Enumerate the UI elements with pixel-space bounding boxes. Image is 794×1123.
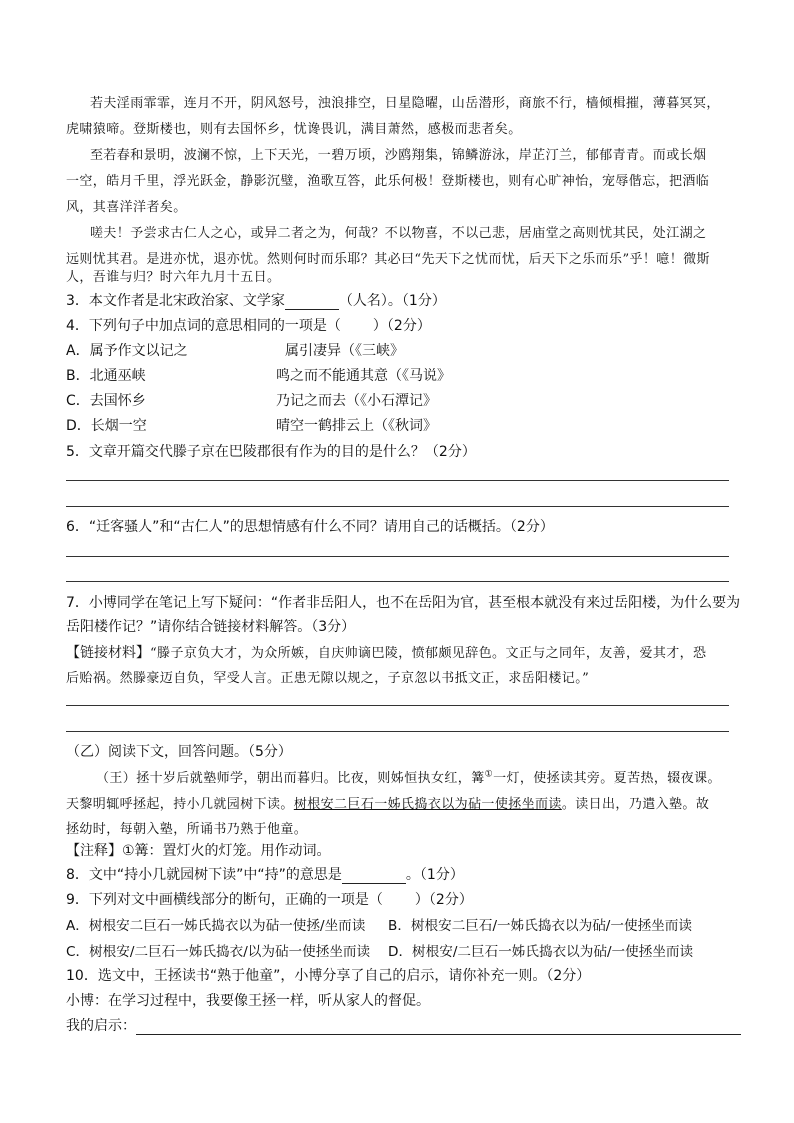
part-b-text-1a: （王）拯十岁后就塾师学，朝出而暮归。比夜，则姊恒执女红，篝 (96, 771, 485, 786)
q3-text: 3．本文作者是北宋政治家、文学家 (66, 293, 285, 309)
link-material-line1 (66, 642, 706, 662)
q8-score: 。（1分） (405, 867, 464, 883)
part-b-text-line1 (96, 767, 721, 786)
footnote-marker: ① (484, 769, 494, 780)
question-7-line2: 岳阳楼作记？”请你结合链接材料解答。（3分） (66, 619, 356, 635)
part-b-heading: （乙）阅读下文，回答问题。（5分） (66, 744, 292, 760)
link-material-text: “滕子京负大才，为众所嫉，自庆帅谪巴陵，愤郁颇见辞色。文正与之同年，友善，爱其才，恐 (150, 646, 707, 661)
part-b-text-1b: 一灯，使拯读其旁。夏苦热，辍夜课。 (493, 771, 721, 786)
q9-option-a: A．树根安二巨石一姊氏捣衣以为砧一使拯/坐而读 (66, 918, 366, 934)
link-material-label: 【链接材料】 (66, 645, 150, 661)
part-b-text-2a: 天黎明辄呼拯起，持小几就园树下读。 (66, 797, 294, 812)
q9-option-c: C．树根安/二巨石一姊氏捣衣/以为砧一使拯坐而读 (66, 944, 371, 960)
q9-option-b: B．树根安二巨石/一姊氏捣衣以为砧/一使拯坐而读 (388, 918, 692, 934)
question-7-line1: 7．小博同学在笔记上写下疑问：“作者非岳阳人，也不在岳阳为官，甚至根本就没有来过岳阳楼，为什么要为 (66, 595, 741, 611)
q4-option-b: B．北通巫峡 (66, 368, 146, 384)
question-6: 6．“迁客骚人”和“古仁人”的思想情感有什么不同？请用自己的话概括。（2分） (66, 519, 554, 535)
question-9 (66, 889, 473, 909)
part-b-text-line3: 拯幼时，每朝入塾，所诵书乃熟于他童。 (66, 822, 308, 837)
q3-score: （人名）。（1分） (338, 293, 446, 309)
passage-p1-line2: 虎啸猿啼。登斯楼也，则有去国怀乡，忧谗畏讥，满目萧然，感极而悲者矣。 (66, 122, 522, 137)
question-5: 5．文章开篇交代滕子京在巴陵郡很有作为的目的是什么？（2分） (66, 444, 476, 460)
question-4 (66, 315, 431, 335)
underlined-sentence: 树根安二巨石一姊氏捣衣以为砧一使拯坐而读 (293, 797, 562, 812)
passage-p1-line1: 若夫淫雨霏霏，连月不开，阴风怒号，浊浪排空，日星隐曜，山岳潜形，商旅不行，樯倾楫摧，薄暮冥冥， (90, 96, 720, 111)
q4-option-a-compare: 属引凄异（《三峡》 (285, 343, 404, 359)
q8-answer-blank[interactable] (342, 871, 406, 884)
q5-answer-line-2[interactable] (66, 506, 729, 507)
q4-option-b-compare: 鸣之而不能通其意（《马说》 (276, 368, 451, 384)
q9-option-d: D．树根安/二巨石一姊氏捣衣以为砧/一使拯坐而读 (388, 944, 694, 960)
q6-answer-line-2[interactable] (66, 581, 729, 582)
part-b-text-line2 (66, 793, 709, 812)
q4-text: 4．下列句子中加点词的意思相同的一项是（ (66, 318, 341, 334)
passage-p2-line1: 至若春和景明，波澜不惊，上下天光，一碧万顷，沙鸥翔集，锦鳞游泳，岸芷汀兰，郁郁青青。而或长烟 (90, 148, 707, 163)
my-insight-label: 我的启示： (66, 1018, 136, 1034)
q8-text: 8．文中“持小几就园树下读”中“持”的意思是 (66, 867, 342, 883)
q4-option-c-compare: 乃记之而去（《小石潭记》 (276, 393, 437, 409)
q4-option-a: A．属予作文以记之 (66, 343, 188, 359)
q4-option-d: D．长烟一空 (66, 418, 147, 434)
q3-answer-blank[interactable] (285, 297, 339, 310)
q7-answer-line-1[interactable] (66, 705, 729, 706)
link-material-line2: 后贻祸。然滕豪迈自负，罕受人言。正患无隙以规之，子京忽以书抵文正，求岳阳楼记。” (66, 671, 590, 686)
q4-option-c: C．去国怀乡 (66, 393, 146, 409)
passage-p2-line3: 风，其喜洋洋者矣。 (66, 200, 187, 215)
part-b-text-2b: 。读日出，乃遣入塾。故 (561, 797, 710, 812)
passage-p3-line3: 人，吾谁与归？时六年九月十五日。 (66, 270, 281, 285)
q4-option-d-compare: 晴空一鹤排云上（《秋词》 (276, 418, 437, 434)
q5-answer-line-1[interactable] (66, 480, 729, 481)
passage-p3-line1: 嗟夫！予尝求古仁人之心，或异二者之为，何哉？不以物喜，不以己悲，居庙堂之高则忧其民，处江湖之 (90, 226, 707, 241)
xiaobo-sample: 小博：在学习过程中，我要像王拯一样，听从家人的督促。 (66, 993, 430, 1009)
q4-score: ）（2分） (372, 318, 431, 334)
q6-answer-line-1[interactable] (66, 556, 729, 557)
q9-score: ）（2分） (414, 892, 473, 908)
q7-answer-line-2[interactable] (66, 731, 729, 732)
annotation-note: 【注释】①篝：置灯火的灯笼。用作动词。 (66, 843, 331, 859)
my-insight-answer-line[interactable] (136, 1020, 741, 1035)
question-3 (66, 290, 446, 310)
question-10: 10．选文中，王拯读书“熟于他童”，小博分享了自己的启示，请你补充一则。（2分） (66, 968, 591, 984)
passage-p3-line2: 远则忧其君。是进亦忧，退亦忧。然则何时而乐耶？其必曰“先天下之忧而忧，后天下之乐而乐”乎！噫！微斯 (66, 252, 710, 267)
q9-text: 9．下列对文中画横线部分的断句，正确的一项是（ (66, 892, 383, 908)
passage-p2-line2: 一空，皓月千里，浮光跃金，静影沉璧，渔歌互答，此乐何极！登斯楼也，则有心旷神怡，宠辱偕忘，把酒临 (66, 174, 710, 189)
my-insight-row (66, 1015, 741, 1035)
question-8 (66, 864, 464, 884)
